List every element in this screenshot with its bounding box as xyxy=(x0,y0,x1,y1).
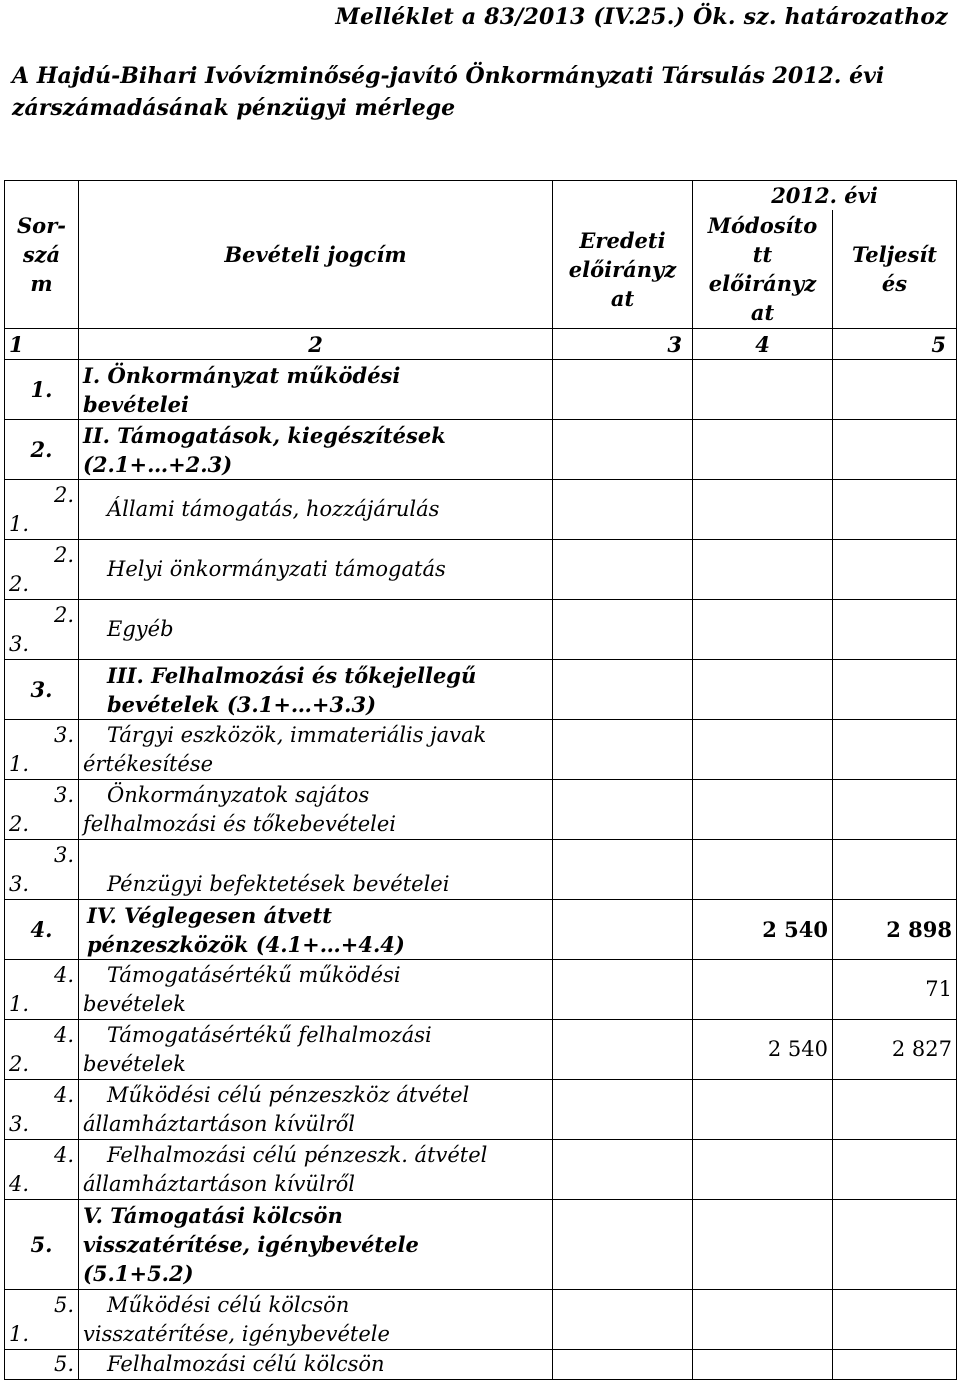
row-actual xyxy=(833,720,957,780)
row-actual xyxy=(833,1290,957,1350)
row-title: Működési célú kölcsön visszatérítése, igénybevétele xyxy=(79,1290,553,1350)
document-title-line-2: zárszámadásának pénzügyi mérlege xyxy=(12,95,456,121)
row-serial: 4. 1. xyxy=(5,960,79,1020)
row-title: Felhalmozási célú kölcsön xyxy=(79,1350,553,1380)
row-serial: 3. 1. xyxy=(5,720,79,780)
row-serial: 5. xyxy=(5,1200,79,1290)
row-modified xyxy=(693,780,833,840)
row-title: Támogatásértékű működési bevételek xyxy=(79,960,553,1020)
row-actual: 71 xyxy=(833,960,957,1020)
table-row xyxy=(5,1020,957,1080)
row-original xyxy=(553,420,693,480)
row-serial: 5. xyxy=(5,1350,79,1380)
row-modified xyxy=(693,1140,833,1200)
row-actual xyxy=(833,360,957,420)
table-row xyxy=(5,840,957,900)
row-modified xyxy=(693,1080,833,1140)
row-modified xyxy=(693,420,833,480)
row-serial: 3. 2. xyxy=(5,780,79,840)
row-serial: 2. xyxy=(5,420,79,480)
table-row xyxy=(5,1200,957,1290)
header-original-estimate: Eredeti előirányz at xyxy=(553,181,693,329)
row-original xyxy=(553,480,693,540)
row-title: Állami támogatás, hozzájárulás xyxy=(79,480,553,540)
row-original xyxy=(553,900,693,960)
row-actual xyxy=(833,540,957,600)
row-modified xyxy=(693,540,833,600)
table-row xyxy=(5,660,957,720)
row-actual xyxy=(833,660,957,720)
header-year-group: 2012. évi xyxy=(693,181,957,211)
row-serial: 3. 3. xyxy=(5,840,79,900)
row-serial: 4. xyxy=(5,900,79,960)
column-number-2: 2 xyxy=(79,329,553,360)
row-title: Működési célú pénzeszköz átvétel államháztartáson kívülről xyxy=(79,1080,553,1140)
row-title: Támogatásértékű felhalmozási bevételek xyxy=(79,1020,553,1080)
row-title: Egyéb xyxy=(79,600,553,660)
row-title: Helyi önkormányzati támogatás xyxy=(79,540,553,600)
row-title: Felhalmozási célú pénzeszk. átvétel államháztartáson kívülről xyxy=(79,1140,553,1200)
row-original xyxy=(553,720,693,780)
row-modified xyxy=(693,1290,833,1350)
row-actual xyxy=(833,780,957,840)
row-serial: 4. 4. xyxy=(5,1140,79,1200)
column-number-3: 3 xyxy=(553,329,693,360)
row-original xyxy=(553,360,693,420)
row-modified xyxy=(693,720,833,780)
row-actual xyxy=(833,600,957,660)
table-row xyxy=(5,1350,957,1380)
row-actual xyxy=(833,1200,957,1290)
row-title: Pénzügyi befektetések bevételei xyxy=(79,840,553,900)
table-row xyxy=(5,480,957,540)
row-serial: 5. 1. xyxy=(5,1290,79,1350)
row-actual xyxy=(833,480,957,540)
row-actual xyxy=(833,840,957,900)
table-row xyxy=(5,600,957,660)
row-original xyxy=(553,1350,693,1380)
header-revenue-title: Bevételi jogcím xyxy=(79,181,553,329)
document-title-line-1: A Hajdú-Bihari Ivóvízminőség-javító Önkormányzati Társulás 2012. évi xyxy=(12,63,885,89)
row-modified xyxy=(693,1350,833,1380)
table-row xyxy=(5,1140,957,1200)
column-number-5: 5 xyxy=(833,329,957,360)
row-actual: 2 827 xyxy=(833,1020,957,1080)
table-row xyxy=(5,540,957,600)
row-serial: 4. 2. xyxy=(5,1020,79,1080)
header-actual: Teljesít és xyxy=(833,210,957,329)
table-row xyxy=(5,780,957,840)
row-serial: 3. xyxy=(5,660,79,720)
table-row xyxy=(5,1080,957,1140)
row-modified: 2 540 xyxy=(693,1020,833,1080)
row-serial: 2. 3. xyxy=(5,600,79,660)
row-modified xyxy=(693,840,833,900)
column-number-4: 4 xyxy=(693,329,833,360)
row-title: Tárgyi eszközök, immateriális javak értékesítése xyxy=(79,720,553,780)
row-modified xyxy=(693,600,833,660)
row-title: III. Felhalmozási és tőkejellegű bevételek (3.1+…+3.3) xyxy=(79,660,553,720)
row-serial: 2. 2. xyxy=(5,540,79,600)
row-actual xyxy=(833,1080,957,1140)
table-row xyxy=(5,420,957,480)
row-original xyxy=(553,1200,693,1290)
row-original xyxy=(553,1290,693,1350)
table-row xyxy=(5,1290,957,1350)
document-title xyxy=(12,60,948,124)
row-original xyxy=(553,960,693,1020)
row-title: Önkormányzatok sajátos felhalmozási és tőkebevételei xyxy=(79,780,553,840)
row-title: I. Önkormányzat működési bevételei xyxy=(79,360,553,420)
row-original xyxy=(553,780,693,840)
column-number-1: 1 xyxy=(5,329,79,360)
financial-balance-table xyxy=(4,180,957,1380)
table-row xyxy=(5,720,957,780)
row-modified: 2 540 xyxy=(693,900,833,960)
header-modified-estimate: Módosíto tt előirányz at xyxy=(693,210,833,329)
row-serial: 2. 1. xyxy=(5,480,79,540)
row-original xyxy=(553,660,693,720)
row-modified xyxy=(693,360,833,420)
header-row-1 xyxy=(5,181,957,211)
row-actual xyxy=(833,420,957,480)
row-actual xyxy=(833,1140,957,1200)
row-title: V. Támogatási kölcsön visszatérítése, igénybevétele (5.1+5.2) xyxy=(79,1200,553,1290)
row-original xyxy=(553,1140,693,1200)
row-modified xyxy=(693,660,833,720)
annex-reference: Melléklet a 83/2013 (IV.25.) Ök. sz. határozathoz xyxy=(335,4,948,30)
row-title: IV. Véglegesen átvett pénzeszközök (4.1+…+4.4) xyxy=(79,900,553,960)
row-modified xyxy=(693,960,833,1020)
row-serial: 4. 3. xyxy=(5,1080,79,1140)
row-title: II. Támogatások, kiegészítések (2.1+…+2.3) xyxy=(79,420,553,480)
row-modified xyxy=(693,1200,833,1290)
row-original xyxy=(553,600,693,660)
row-original xyxy=(553,1080,693,1140)
row-original xyxy=(553,840,693,900)
row-actual: 2 898 xyxy=(833,900,957,960)
header-serial: Sor- szá m xyxy=(5,181,79,329)
table-row xyxy=(5,900,957,960)
table-row xyxy=(5,360,957,420)
row-serial: 1. xyxy=(5,360,79,420)
table-row xyxy=(5,960,957,1020)
row-original xyxy=(553,1020,693,1080)
column-number-row xyxy=(5,329,957,360)
row-modified xyxy=(693,480,833,540)
row-original xyxy=(553,540,693,600)
row-actual xyxy=(833,1350,957,1380)
